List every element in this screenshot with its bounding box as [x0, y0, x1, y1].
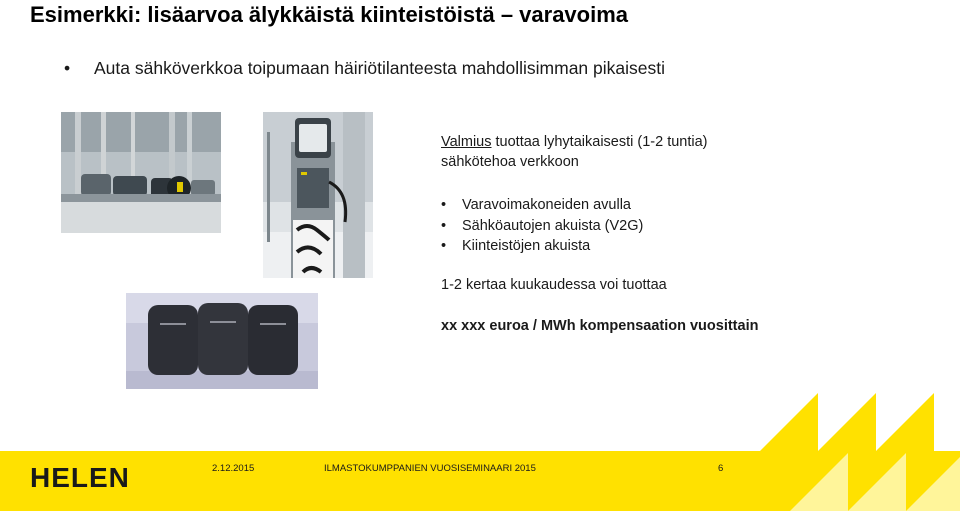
- page-number: 6: [718, 463, 724, 474]
- intro-underlined: Valmius: [441, 134, 492, 150]
- bullet-dot: •: [441, 217, 447, 234]
- bullet-dot: •: [441, 197, 447, 213]
- generator-room-photo: [61, 112, 221, 233]
- helen-logo: HELEN: [30, 462, 130, 493]
- intro-text: [441, 132, 708, 172]
- footer-event: ILMASTOKUMPPANIEN VUOSISEMINAARI 2015: [324, 463, 536, 474]
- footer-date: 2.12.2015: [212, 463, 255, 474]
- intro-line-1: [441, 132, 708, 152]
- slide-title: Esimerkki: lisäarvoa älykkäistä kiinteistöistä – varavoima: [30, 2, 629, 27]
- frequency-text: 1-2 kertaa kuukaudessa voi tuottaa: [441, 277, 667, 293]
- list-item: • Sähköautojen akuista (V2G): [441, 216, 643, 237]
- top-bullet-text: Auta sähköverkkoa toipumaan häiriötilanteesta mahdollisimman pikaisesti: [94, 58, 665, 78]
- compensation-text: xx xxx euroa / MWh kompensaation vuosittain: [441, 318, 759, 334]
- bullet-dot: •: [441, 238, 447, 254]
- bullet-dot: •: [64, 58, 71, 78]
- intro-rest: tuottaa lyhytaikaisesti (1-2 tuntia): [491, 134, 708, 150]
- ev-charging-station-photo: [263, 112, 373, 278]
- yellow-triangle-pattern: [760, 393, 960, 511]
- intro-line-2: sähkötehoa verkkoon: [441, 154, 579, 170]
- list-item: • Kiinteistöjen akuista: [441, 236, 643, 257]
- method-list: [441, 195, 643, 257]
- home-battery-photo: [126, 293, 318, 389]
- list-item: • Varavoimakoneiden avulla: [441, 195, 643, 216]
- top-bullet: [64, 58, 665, 79]
